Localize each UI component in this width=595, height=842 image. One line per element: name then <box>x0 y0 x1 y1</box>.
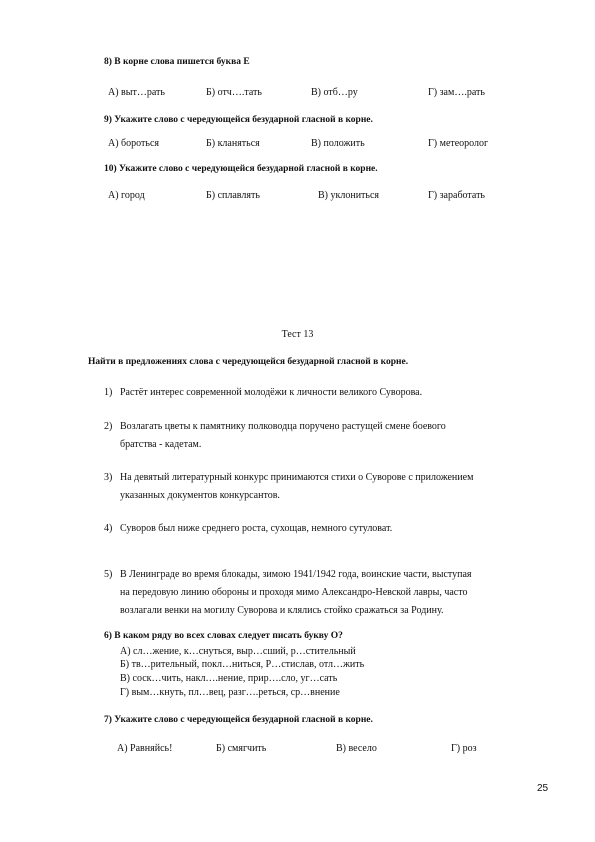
sentence-line: В Ленинграде во время блокады, зимою 1941/1942 года, воинские части, выступая <box>120 569 472 580</box>
q8-option-c: В) отб…ру <box>311 87 358 98</box>
sentence-line: на передовую линию обороны и проходя мимо Александро-Невской лавры, часто <box>120 587 468 598</box>
sentence-number: 1) <box>104 387 113 398</box>
q10-option-c: В) уклониться <box>318 190 380 201</box>
sentence-line: Возлагать цветы к памятнику полководца поручено растущей смене боевого <box>120 421 446 432</box>
sentence-number: 2) <box>104 421 113 432</box>
sentence-line: возлагали венки на могилу Суворова и клялись стойко сражаться за Родину. <box>120 605 444 616</box>
sentence-line: указанных документов конкурсантов. <box>120 490 280 501</box>
test-title: Тест 13 <box>281 329 314 340</box>
q7-option-c: В) весело <box>336 743 377 754</box>
sentence-number: 5) <box>104 569 113 580</box>
q7-option-b: Б) смягчить <box>216 743 267 754</box>
question-9: 9) Укажите слово с чередующейся безударной гласной в корне. <box>104 115 373 125</box>
q6-variant-b: Б) тв…рительный, покл…ниться, Р…стислав, отл…жить <box>120 659 365 670</box>
q6-variant-d: Г) вым…кнуть, пл…вец, разг….реться, ср…внение <box>120 687 340 698</box>
q6-variant-a: А) сл…жение, к…снуться, выр…сший, р…стительный <box>120 646 356 657</box>
q7-option-a: А) Равняйсь! <box>117 743 173 754</box>
sentence-line: Растёт интерес современной молодёжи к личности великого Суворова. <box>120 387 423 398</box>
q8-option-b: Б) отч….тать <box>206 87 262 98</box>
q8-option-d: Г) зам….рать <box>428 87 485 98</box>
q9-option-d: Г) метеоролог <box>428 138 489 149</box>
sentence-line: братства - кадетам. <box>120 439 202 450</box>
q9-option-a: А) бороться <box>108 138 159 149</box>
question-10: 10) Укажите слово с чередующейся безударной гласной в корне. <box>104 164 378 174</box>
q10-option-b: Б) сплавлять <box>206 190 260 201</box>
question-6: 6) В каком ряду во всех словах следует писать букву О? <box>104 631 343 641</box>
q8-option-a: А) выт…рать <box>108 87 165 98</box>
sentence-line: Суворов был ниже среднего роста, сухощав, немного сутуловат. <box>120 523 393 534</box>
sentence-number: 4) <box>104 523 113 534</box>
question-8: 8) В корне слова пишется буква Е <box>104 57 250 67</box>
q6-variant-c: В) соск…чить, накл….нение, прир….сло, уг…сать <box>120 673 338 684</box>
q7-option-d: Г) роз <box>451 743 477 754</box>
q10-option-a: А) город <box>108 190 145 201</box>
q10-option-d: Г) заработать <box>428 190 485 201</box>
test-instruction: Найти в предложениях слова с чередующейся безударной гласной в корне. <box>88 357 409 367</box>
page-number: 25 <box>537 783 549 794</box>
q9-option-b: Б) кланяться <box>206 138 260 149</box>
q9-option-c: В) положить <box>311 138 365 149</box>
sentence-number: 3) <box>104 472 113 483</box>
sentence-line: На девятый литературный конкурс принимаются стихи о Суворове с приложением <box>120 472 474 483</box>
question-7: 7) Укажите слово с чередующейся безударной гласной в корне. <box>104 715 373 725</box>
